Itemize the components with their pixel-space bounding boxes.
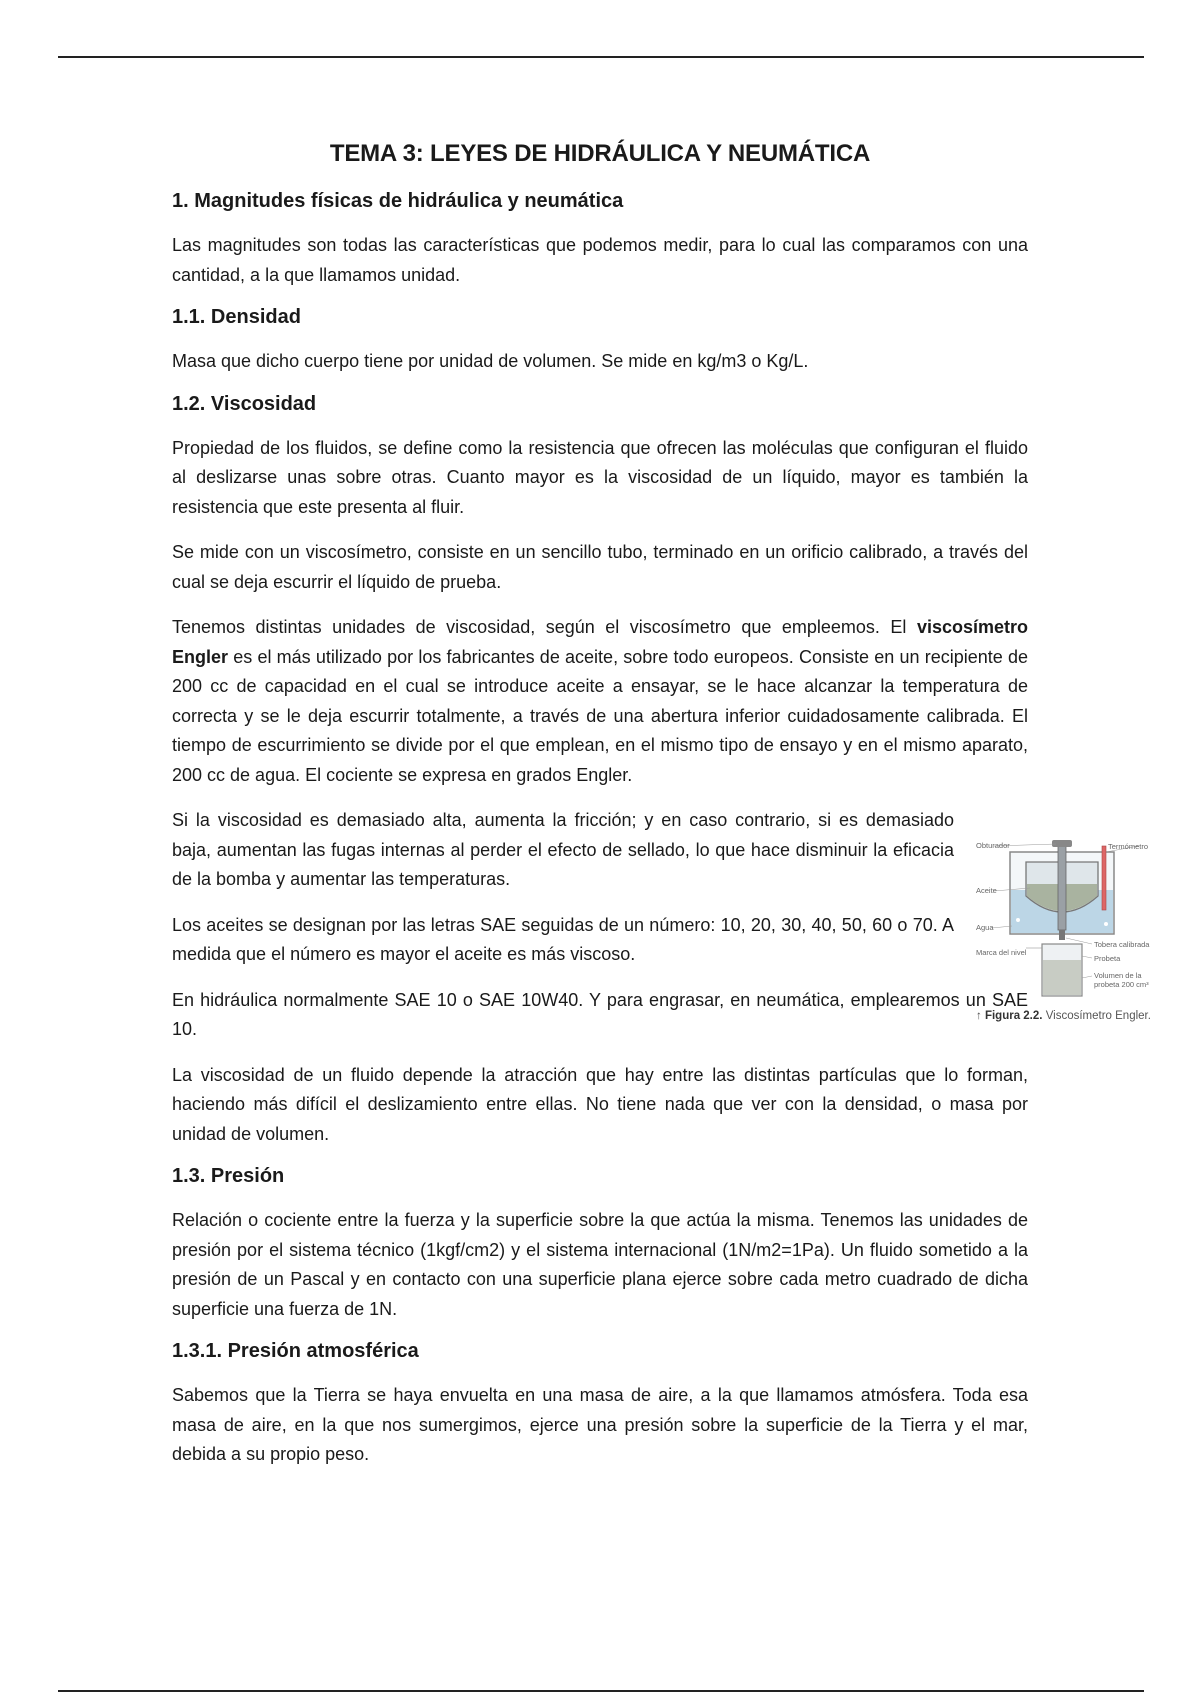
paragraph-densidad: Masa que dicho cuerpo tiene por unidad de volumen. Se mide en kg/m3 o Kg/L. [172, 351, 809, 371]
header-rule [58, 56, 1144, 58]
section-heading-densidad: 1.1. Densidad [172, 306, 301, 328]
paragraph-viscosidad-2: Se mide con un viscosímetro, consiste en un sencillo tubo, terminado en un orificio calibrado, a través del cual se deja escurrir el líquido de prueba. [172, 542, 1028, 592]
cylinder-fill [1043, 960, 1081, 995]
figure-caption [976, 1010, 1151, 1022]
label-probeta: Probeta [1094, 954, 1121, 963]
leader-line [992, 926, 1012, 928]
paragraph-viscosidad-6: En hidráulica normalmente SAE 10 o SAE 10W40. Y para engrasar, en neumática, emplearemos un SAE 10. [172, 989, 1028, 1039]
section-heading-magnitudes: 1. Magnitudes físicas de hidráulica y neumática [172, 190, 624, 212]
paragraph-viscosidad-1: Propiedad de los fluidos, se define como la resistencia que ofrecen las moléculas que configuran el fluido al deslizarse unas sobre otras. Cuanto mayor es la viscosidad de un líquido, mayor es también la resistencia que este presenta al fluir. [172, 437, 1028, 517]
stopper-rod [1058, 844, 1066, 930]
label-obturador: Obturador [976, 841, 1010, 850]
label-aceite: Aceite [976, 886, 997, 895]
label-agua: Agua [976, 923, 994, 932]
paragraph-viscosidad-5: Los aceites se designan por las letras SAE seguidas de un número: 10, 20, 30, 40, 50, 60 o 70. A medida que el número es mayor el aceite es más viscoso. [172, 914, 954, 964]
paragraph-viscosidad-3 [172, 613, 1028, 790]
label-termometro: Termómetro [1108, 842, 1149, 851]
paragraph-presion: Relación o cociente entre la fuerza y la superficie sobre la que actúa la misma. Tenemos las unidades de presión por el sistema técnico (1kgf/cm2) y el sistema internacional (1N/m2=1Pa). Un fluido sometido a la presión de un Pascal y en contacto con una superficie plana ejerce sobre cada metro cuadrado de dicha superficie una fuerza de 1N. [172, 1210, 1028, 1319]
engler-viscometer-figure [968, 838, 1168, 1030]
document-body [172, 140, 1028, 1486]
engler-term: viscosímetro Engler [172, 617, 1028, 667]
label-marca-nivel: Marca del nivel [976, 948, 1027, 957]
caption-label: Figura 2.2. [984, 1010, 1043, 1022]
label-volumen-1: Volumen de la [1094, 971, 1142, 980]
paragraph-viscosidad-7: La viscosidad de un fluido depende la atracción que hay entre las distintas partículas que lo forman, haciendo más difícil el deslizamiento entre ellas. No tiene nada que ver con la densidad, o masa por unidad de volumen. [172, 1064, 1028, 1144]
caption-arrow-icon: ↑ [976, 1010, 982, 1022]
leader-line [1082, 976, 1092, 978]
thermometer [1102, 846, 1106, 910]
paragraph-viscosidad-4: Si la viscosidad es demasiado alta, aumenta la fricción; y en caso contrario, si es demasiado baja, aumentan las fugas internas al perder el efecto de sellado, lo que hace disminuir la eficacia de la bomba y aumentar las temperaturas. [172, 810, 954, 889]
document-title: TEMA 3: LEYES DE HIDRÁULICA Y NEUMÁTICA [329, 140, 871, 167]
leader-line [1082, 956, 1092, 958]
label-tobera: Tobera calibrada [1094, 940, 1150, 949]
section-heading-viscosidad: 1.2. Viscosidad [172, 392, 317, 415]
bubble [1016, 918, 1020, 922]
paragraph-magnitudes: Las magnitudes son todas las características que podemos medir, para lo cual las comparamos con una cantidad, a la que llamamos unidad. [172, 235, 1028, 285]
paragraph-viscosidad-3-start: Tenemos distintas unidades de viscosidad, según el viscosímetro que empleemos. El [172, 617, 917, 637]
bubble [1104, 922, 1108, 926]
section-heading-presion-atmosferica: 1.3.1. Presión atmosférica [172, 1340, 419, 1362]
paragraph-presion-atmosferica: Sabemos que la Tierra se haya envuelta en una masa de aire, a la que llamamos atmósfera. Toda esa masa de aire, en la que nos sumergimos, ejerce una presión sobre la superficie de la Tierra y el mar, debida a su propio peso. [172, 1385, 1028, 1464]
caption-text: Viscosímetro Engler. [1045, 1010, 1151, 1022]
section-heading-presion: 1.3. Presión [172, 1165, 285, 1187]
footer-rule [58, 1690, 1144, 1692]
leader-line [1066, 938, 1092, 944]
paragraph-viscosidad-3-end: es el más utilizado por los fabricantes de aceite, sobre todo europeos. Consiste en un recipiente de 200 cc de capacidad en el cual se introduce aceite a ensayar, se le hace alcanzar la temperatura de correcta y se le deja escurrir totalmente, a través de una abertura inferior cuidadosamente calibrada. El tiempo de escurrimiento se divide por el que emplean, en el mismo tipo de ensayo y en el mismo aparato, 200 cc de agua. El cociente se expresa en grados Engler. [172, 646, 1028, 785]
calibrated-nozzle [1059, 930, 1065, 940]
stopper-cap [1052, 840, 1072, 847]
label-volumen-2: probeta 200 cm³ [1094, 980, 1149, 989]
